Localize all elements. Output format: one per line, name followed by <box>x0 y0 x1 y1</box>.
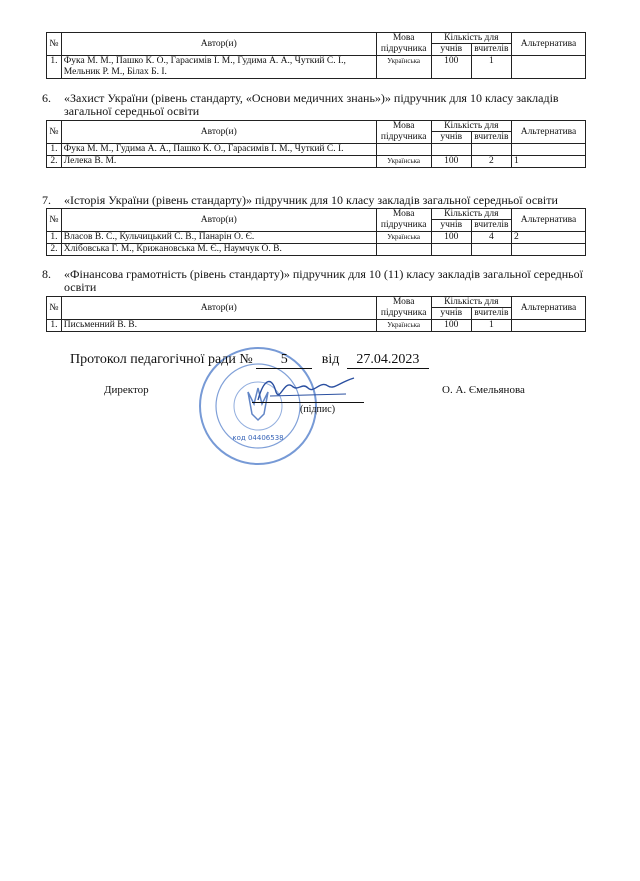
protocol-date: 27.04.2023 <box>347 352 429 369</box>
table-row: 1. Власов В. С., Кульчицький С. В., Панарін О. Є. Українська 100 4 2 <box>47 232 586 244</box>
header-teachers: вчителів <box>471 132 511 144</box>
section-7-title: 7. «Історія України (рівень стандарту)» підручник для 10 класу закладів загальної середньої освіти <box>42 193 558 207</box>
header-language: Мова підручника <box>376 33 431 56</box>
signature-caption: (підпис) <box>300 404 336 415</box>
header-quantity: Кількість для <box>431 209 511 220</box>
header-language: Мова підручника <box>376 121 431 144</box>
table-row: 2. Хлібовська Г. М., Крижановська М. Є., Наумчук О. В. <box>47 244 586 256</box>
header-alternative: Альтернатива <box>511 297 585 320</box>
section-6-title: 6. «Захист України (рівень стандарту, «Основи медичних знань»)» підручник для 10 класу закладів загальної середньої освіти <box>42 91 559 118</box>
header-students: учнів <box>431 308 471 320</box>
header-author: Автор(и) <box>61 121 376 144</box>
header-num: № <box>47 121 62 144</box>
section-8-title: 8. «Фінансова грамотність (рівень стандарту)» підручник для 10 (11) класу закладів загальної середньої освіти <box>42 267 583 294</box>
protocol-label: Протокол педагогічної ради № <box>70 352 253 367</box>
header-author: Автор(и) <box>61 33 376 56</box>
table-row: 1. Фука М. М., Гудима А. А., Пашко К. О., Гарасимів І. М., Чуткий С. І. <box>47 144 586 156</box>
signature-line <box>252 402 364 403</box>
protocol-line <box>70 352 590 369</box>
protocol-from-label: від <box>321 352 340 367</box>
table-section-7 <box>46 208 586 256</box>
header-quantity: Кількість для <box>431 33 511 44</box>
header-students: учнів <box>431 220 471 232</box>
table-row: 1. Фука М. М., Пашко К. О., Гарасимів І. М., Гудима А. А., Чуткий С. І., Мельник Р. М., Білах Б. І. Українська 100 1 <box>47 56 586 79</box>
director-name: О. А. Ємельянова <box>442 384 525 396</box>
header-quantity: Кількість для <box>431 121 511 132</box>
header-language: Мова підручника <box>376 297 431 320</box>
header-quantity: Кількість для <box>431 297 511 308</box>
stamp-code: код 04406538 <box>232 434 284 442</box>
signature-icon <box>250 372 360 406</box>
header-alternative: Альтернатива <box>511 33 585 56</box>
header-num: № <box>47 33 62 56</box>
protocol-number: 5 <box>256 352 312 369</box>
header-author: Автор(и) <box>61 297 376 320</box>
header-students: учнів <box>431 44 471 56</box>
header-author: Автор(и) <box>61 209 376 232</box>
header-teachers: вчителів <box>471 44 511 56</box>
table-row: 1. Письменний В. В. Українська 100 1 <box>47 320 586 332</box>
table-section-6 <box>46 120 586 168</box>
header-teachers: вчителів <box>471 220 511 232</box>
table-section-5 <box>46 32 586 79</box>
header-alternative: Альтернатива <box>511 121 585 144</box>
header-alternative: Альтернатива <box>511 209 585 232</box>
header-teachers: вчителів <box>471 308 511 320</box>
header-language: Мова підручника <box>376 209 431 232</box>
director-role: Директор <box>104 384 149 396</box>
header-num: № <box>47 209 62 232</box>
header-num: № <box>47 297 62 320</box>
header-students: учнів <box>431 132 471 144</box>
table-section-8 <box>46 296 586 332</box>
table-row: 2. Лелека В. М. Українська 100 2 1 <box>47 156 586 168</box>
